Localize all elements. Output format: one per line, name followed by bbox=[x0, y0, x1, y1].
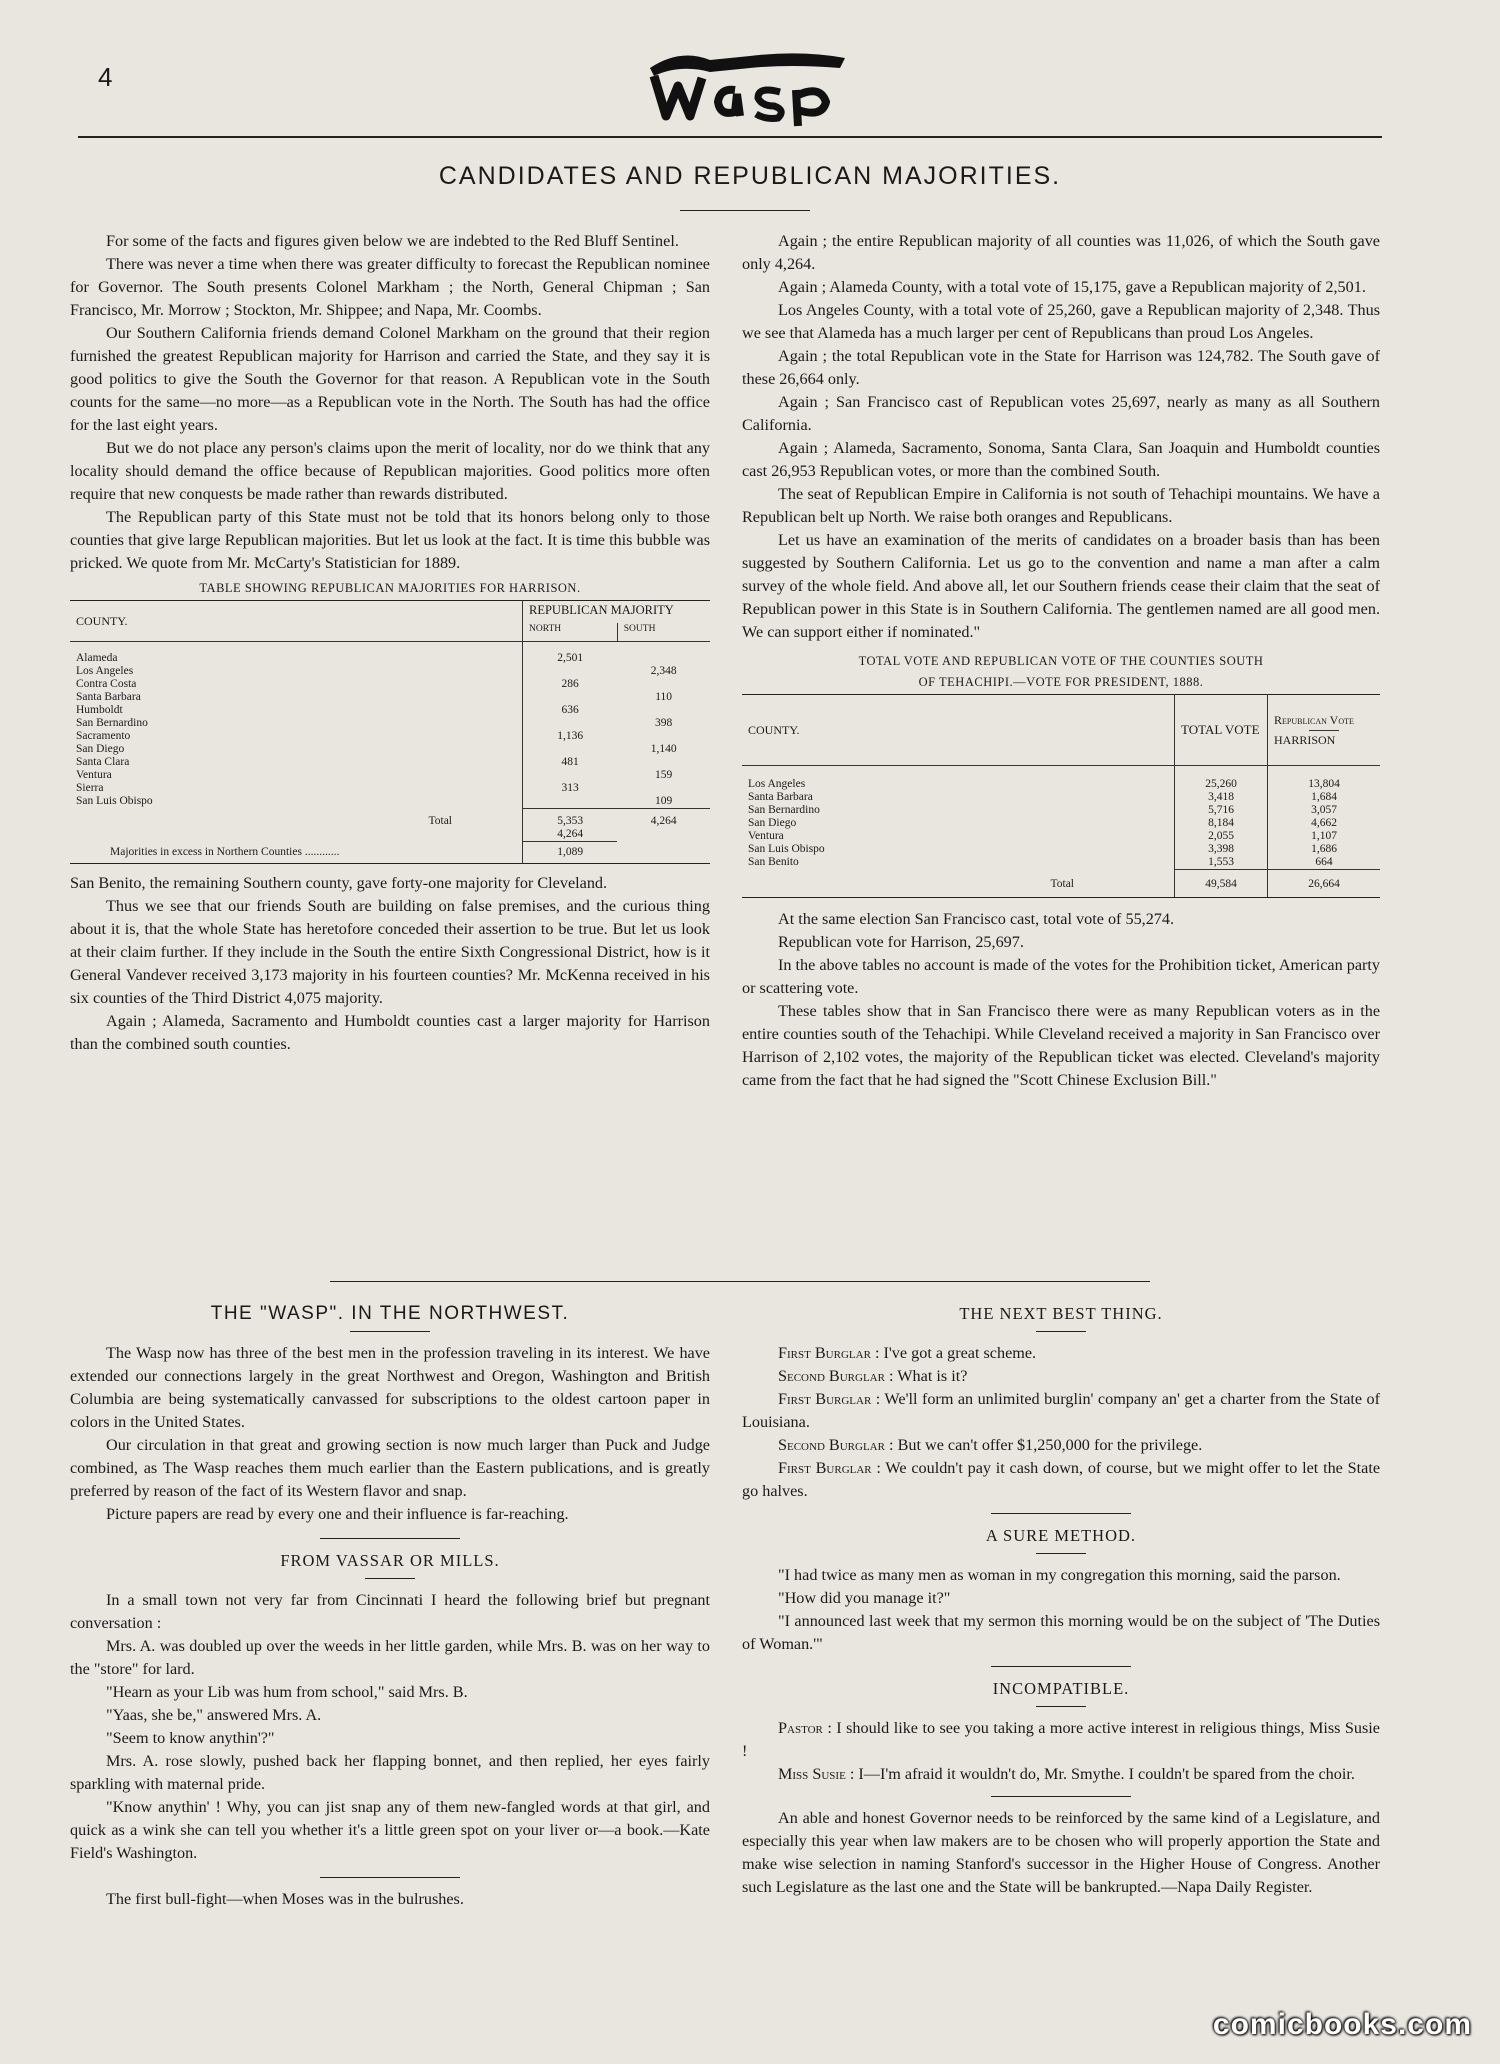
south-value bbox=[617, 642, 710, 666]
table-row bbox=[742, 817, 1380, 830]
table-row bbox=[70, 665, 710, 678]
north-value: 481 bbox=[523, 756, 618, 769]
dialog-line bbox=[742, 1365, 1380, 1388]
county-name: San Diego bbox=[76, 743, 125, 755]
vassar-headline: FROM VASSAR OR MILLS. bbox=[280, 1551, 500, 1570]
bullfight-joke: The first bull-fight—when Moses was in the bulrushes. bbox=[106, 1890, 464, 1908]
speaker-name: Second Burglar : bbox=[778, 1367, 894, 1385]
sure-method-headline: A SURE METHOD. bbox=[985, 1526, 1137, 1545]
article-paragraph: "Seem to know anythin'?" bbox=[106, 1729, 275, 1747]
article-column-right bbox=[742, 230, 1380, 1092]
page-number: 4 bbox=[98, 62, 113, 92]
article-paragraph: "Hearn as your Lib was hum from school," said Mrs. B. bbox=[106, 1683, 468, 1701]
table-row bbox=[70, 743, 710, 756]
table-row bbox=[70, 795, 710, 809]
lower-column-right bbox=[742, 1296, 1380, 1899]
article-paragraph: Again ; Alameda County, with a total vote of 15,175, gave a Republican majority of 2,501. bbox=[778, 278, 1366, 296]
county-name: San Luis Obispo bbox=[76, 795, 153, 807]
excess-value: 1,089 bbox=[523, 842, 618, 864]
nextbest-headline: THE NEXT BEST THING. bbox=[959, 1304, 1163, 1323]
north-value: 2,501 bbox=[523, 642, 618, 666]
col-header-majority: REPUBLICAN MAJORITY bbox=[523, 601, 711, 624]
south-value bbox=[617, 782, 710, 795]
governor-paragraph: An able and honest Governor needs to be reinforced by the same kind of a Legislature, and especially this year when law makers are to be chosen who will properly apportion the State and make wise selection in naming Stanford's successor in the Higher House of Congress. Another such Legislature as the last one and the State will be bankrupted.—Napa Daily Register. bbox=[742, 1809, 1380, 1896]
article-paragraph: These tables show that in San Francisco there were as many Republican voters as in the entire counties south of the Tehachipi. While Cleveland received a majority in San Francisco over Harrison of 2,102 votes, the majority of the Republican ticket was elected. Cleveland's majority came from the fact that he had signed the "Scott Chinese Exclusion Bill." bbox=[742, 1001, 1380, 1089]
county-name: Los Angeles bbox=[748, 778, 806, 790]
county-name: Sierra bbox=[76, 782, 104, 794]
article-paragraph: Our circulation in that great and growing section is now much larger than Puck and Judge combined, as The Wasp reaches them much earlier than the Eastern publications, and is greatly preferred by reason of the fact of its Western flavor and snap. bbox=[70, 1436, 710, 1500]
table-row bbox=[742, 843, 1380, 856]
county-name: San Bernardino bbox=[748, 804, 820, 816]
para-text: For some of the facts and figures given below we are indebted to the Red Bluff Sentinel. bbox=[106, 232, 679, 250]
table-row bbox=[70, 717, 710, 730]
article-paragraph: Again ; the entire Republican majority of all counties was 11,026, of which the South gave only 4,264. bbox=[742, 232, 1380, 273]
table-row bbox=[70, 691, 710, 704]
headline-rule bbox=[680, 210, 810, 211]
article-paragraph: Again ; Alameda, Sacramento, Sonoma, Santa Clara, San Joaquin and Humboldt counties cast 26,953 Republican votes, or more than the combined South. bbox=[742, 439, 1380, 480]
county-name: Sacramento bbox=[76, 730, 131, 742]
speaker-name: Miss Susie : bbox=[778, 1765, 855, 1783]
north-value bbox=[523, 691, 618, 704]
article-paragraph: But we do not place any person's claims upon the merit of locality, nor do we think that any locality should demand the office because of Republican majorities. Good politics more often require that new conquests be made rather than rewards distributed. bbox=[70, 439, 710, 503]
col-header-south: SOUTH bbox=[617, 623, 710, 641]
article-paragraph: Los Angeles County, with a total vote of 25,260, gave a Republican majority of 2,348. Thus we see that Alameda has a much larger per cent of Republicans than proud Los Angeles. bbox=[742, 301, 1380, 342]
dialog-line bbox=[742, 1457, 1380, 1503]
total-republican: 26,664 bbox=[1268, 870, 1381, 898]
article-paragraph: Our Southern California friends demand Colonel Markham on the ground that their region furnished the greatest Republican majority for Harrison and carried the State, and they say it is good politics to give the South the Governor for that reason. A Republican vote in the South counts for the same—no more—as a Republican vote in the North. The South has had the office for the last eight years. bbox=[70, 324, 710, 434]
dialog-line bbox=[742, 1342, 1380, 1365]
article-paragraph: Mrs. A. rose slowly, pushed back her flapping bonnet, and then replied, her eyes fairly sparkling with maternal pride. bbox=[70, 1752, 710, 1793]
table-row bbox=[70, 782, 710, 795]
south-value bbox=[617, 678, 710, 691]
speaker-name: First Burglar : bbox=[778, 1459, 881, 1477]
table-row bbox=[70, 704, 710, 717]
total-vote-value: 3,398 bbox=[1175, 843, 1268, 856]
speaker-name: First Burglar : bbox=[778, 1390, 881, 1408]
table-row bbox=[742, 791, 1380, 804]
article-paragraph: At the same election San Francisco cast, total vote of 55,274. bbox=[778, 909, 1175, 928]
total-south: 4,264 bbox=[617, 809, 710, 829]
total-north: 5,353 bbox=[523, 809, 618, 829]
majorities-table-body bbox=[70, 642, 710, 809]
article-paragraph: "How did you manage it?" bbox=[778, 1589, 951, 1607]
republican-vote-value: 13,804 bbox=[1268, 766, 1381, 792]
county-name: Humboldt bbox=[76, 704, 123, 716]
total-vote-value: 1,553 bbox=[1175, 856, 1268, 870]
article-paragraph: The Wasp now has three of the best men in the profession traveling in its interest. We have extended our connections largely in the great Northwest and Oregon, Washington and British Columbia are being systematically canvassed for subscriptions to the oldest cartoon paper in colors in the United States. bbox=[70, 1344, 710, 1431]
south-value bbox=[617, 704, 710, 717]
article-paragraph: In a small town not very far from Cincinnati I heard the following brief but pregnant conversation : bbox=[70, 1591, 710, 1632]
south-value: 398 bbox=[655, 717, 673, 729]
south-value: 110 bbox=[655, 691, 673, 703]
dialog-text: I've got a great scheme. bbox=[883, 1344, 1037, 1362]
south-value bbox=[617, 756, 710, 769]
table-row bbox=[70, 769, 710, 782]
col-header-republican: Republican Vote HARRISON bbox=[1268, 695, 1381, 766]
county-name: Ventura bbox=[76, 769, 112, 781]
subtracted-south: 4,264 bbox=[523, 828, 618, 842]
article-paragraph: San Benito, the remaining Southern county, gave forty-one majority for Cleveland. bbox=[70, 873, 608, 892]
total-label: Total bbox=[428, 814, 452, 827]
table-row bbox=[70, 642, 710, 666]
total-vote-value: 3,418 bbox=[1175, 791, 1268, 804]
article-paragraph: In the above tables no account is made of the votes for the Prohibition ticket, American party or scattering vote. bbox=[742, 955, 1380, 997]
county-name: Santa Clara bbox=[76, 756, 130, 768]
south-value: 1,140 bbox=[650, 743, 677, 755]
table-row bbox=[70, 756, 710, 769]
article-paragraph: The Republican party of this State must not be told that its honors belong only to those counties that give large Republican majorities. But let us look at the fact. It is time this bubble was pricked. We quote from Mr. McCarty's Statistician for 1889. bbox=[70, 508, 710, 572]
republican-vote-value: 3,057 bbox=[1268, 804, 1381, 817]
northwest-headline: THE "WASP". IN THE NORTHWEST. bbox=[210, 1303, 570, 1324]
south-value bbox=[617, 730, 710, 743]
north-value bbox=[523, 743, 618, 756]
south-value: 159 bbox=[655, 769, 673, 781]
total-vote-value: 8,184 bbox=[1175, 817, 1268, 830]
article-column-left bbox=[70, 230, 710, 1056]
col-header-county: COUNTY. bbox=[742, 695, 1175, 766]
north-value: 1,136 bbox=[523, 730, 618, 743]
county-name: Alameda bbox=[76, 652, 118, 664]
county-name: San Benito bbox=[748, 856, 799, 868]
table-row bbox=[742, 830, 1380, 843]
dialog-text: I—I'm afraid it wouldn't do, Mr. Smythe. I couldn't be spared from the choir. bbox=[858, 1765, 1355, 1783]
majorities-table bbox=[70, 600, 710, 864]
article-paragraph: Republican vote for Harrison, 25,697. bbox=[778, 932, 1024, 951]
county-name: San Bernardino bbox=[76, 717, 148, 729]
lower-column-left bbox=[70, 1296, 710, 1911]
total-vote-value: 5,716 bbox=[1175, 804, 1268, 817]
article-paragraph: "Yaas, she be," answered Mrs. A. bbox=[106, 1706, 322, 1724]
north-value bbox=[523, 795, 618, 809]
speaker-name: Pastor : bbox=[778, 1719, 832, 1737]
south-value: 2,348 bbox=[650, 665, 677, 677]
table1-caption: TABLE SHOWING REPUBLICAN MAJORITIES FOR HARRISON. bbox=[199, 581, 581, 595]
table2-caption-2: OF TEHACHIPI.—VOTE FOR PRESIDENT, 1888. bbox=[918, 675, 1204, 689]
dialog-line bbox=[742, 1434, 1380, 1457]
dialog-line bbox=[742, 1388, 1380, 1434]
dialog-line bbox=[742, 1717, 1380, 1763]
wasp-masthead-logo bbox=[640, 38, 860, 128]
north-value bbox=[523, 717, 618, 730]
article-paragraph: Mrs. A. was doubled up over the weeds in her little garden, while Mrs. B. was on her way to the "store" for lard. bbox=[70, 1637, 710, 1678]
total-vote-table-body bbox=[742, 766, 1380, 870]
article-paragraph bbox=[70, 230, 710, 253]
county-name: San Luis Obispo bbox=[748, 843, 825, 855]
dialog-text: I should like to see you taking a more active interest in religious things, Miss Susie ! bbox=[742, 1719, 1380, 1760]
dialog-text: What is it? bbox=[897, 1367, 968, 1385]
excess-label: Majorities in excess in Northern Counties ............ bbox=[110, 845, 340, 858]
article-paragraph: There was never a time when there was greater difficulty to forecast the Republican nominee for Governor. The South presents Colonel Markham ; the North, General Chipman ; San Francisco, Mr. Morrow ; Stockton, Mr. Shippee; and Napa, Mr. Coombs. bbox=[70, 255, 710, 319]
table-row bbox=[742, 804, 1380, 817]
republican-vote-value: 4,662 bbox=[1268, 817, 1381, 830]
header-rule bbox=[78, 136, 1382, 138]
republican-vote-value: 664 bbox=[1268, 856, 1381, 870]
article-paragraph: "I announced last week that my sermon this morning would be on the subject of 'The Duties of Woman.'" bbox=[742, 1612, 1380, 1653]
north-value bbox=[523, 665, 618, 678]
article-paragraph: Again ; Alameda, Sacramento and Humboldt counties cast a larger majority for Harrison than the combined south counties. bbox=[70, 1011, 710, 1053]
table-row bbox=[742, 856, 1380, 870]
republican-vote-value: 1,684 bbox=[1268, 791, 1381, 804]
table2-caption-1: TOTAL VOTE AND REPUBLICAN VOTE OF THE COUNTIES SOUTH bbox=[858, 654, 1264, 668]
total-vote-value: 2,055 bbox=[1175, 830, 1268, 843]
main-headline: CANDIDATES AND REPUBLICAN MAJORITIES. bbox=[438, 162, 1062, 190]
col-header-county: COUNTY. bbox=[70, 601, 523, 642]
table-row bbox=[70, 678, 710, 691]
county-name: Los Angeles bbox=[76, 665, 134, 677]
incompatible-headline: INCOMPATIBLE. bbox=[992, 1679, 1130, 1698]
county-name: San Diego bbox=[748, 817, 797, 829]
col-header-total-vote: TOTAL VOTE bbox=[1175, 695, 1268, 766]
republican-vote-value: 1,107 bbox=[1268, 830, 1381, 843]
republican-vote-value: 1,686 bbox=[1268, 843, 1381, 856]
article-paragraph: Let us have an examination of the merits of candidates on a broader basis than has been suggested by Southern California. Let us go to the convention and name a man after a calm survey of the whole field. And above all, let our Southern friends cease their claim that the seat of Republican power in this State is in Southern California. The gentlemen named are all good men. We can support either if nominated." bbox=[742, 531, 1380, 641]
article-paragraph: Thus we see that our friends South are building on false premises, and the curious thing about it is, that the whole State has heretofore conceded their assertion to be true. But let us look at their claim further. If they include in the South the entire Sixth Congressional District, how is it General Vandever received 3,173 majority in his fourteen counties? Mr. McKenna received in his six counties of the Third District 4,075 majority. bbox=[70, 896, 710, 1007]
col-header-north: NORTH bbox=[523, 623, 618, 641]
total-label: Total bbox=[742, 870, 1175, 898]
article-paragraph: Picture papers are read by every one and their influence is far-reaching. bbox=[106, 1505, 569, 1523]
dialog-text: We couldn't pay it cash down, of course, but we might offer to let the State go halves. bbox=[742, 1459, 1381, 1500]
nextbest-dialog bbox=[742, 1342, 1380, 1503]
county-name: Santa Barbara bbox=[748, 791, 813, 803]
incompatible-dialog bbox=[742, 1717, 1380, 1786]
dialog-line bbox=[742, 1763, 1380, 1786]
dialog-text: We'll form an unlimited burglin' company an' get a charter from the State of Louisiana. bbox=[742, 1390, 1381, 1431]
watermark: comicbooks.com bbox=[1212, 2008, 1472, 2041]
section-divider bbox=[330, 1281, 1150, 1282]
table-row bbox=[742, 766, 1380, 792]
article-paragraph: Again ; San Francisco cast of Republican votes 25,697, nearly as many as all Southern California. bbox=[742, 393, 1380, 434]
county-name: Santa Barbara bbox=[76, 691, 141, 703]
total-vote-total: 49,584 bbox=[1175, 870, 1268, 898]
table-row bbox=[70, 730, 710, 743]
south-value: 109 bbox=[655, 795, 673, 807]
speaker-name: First Burglar : bbox=[778, 1344, 880, 1362]
dialog-text: But we can't offer $1,250,000 for the privilege. bbox=[897, 1436, 1203, 1454]
north-value: 286 bbox=[523, 678, 618, 691]
north-value bbox=[523, 769, 618, 782]
speaker-name: Second Burglar : bbox=[778, 1436, 894, 1454]
county-name: Ventura bbox=[748, 830, 784, 842]
article-paragraph: The seat of Republican Empire in California is not south of Tehachipi mountains. We have a Republican belt up North. We raise both oranges and Republicans. bbox=[742, 485, 1380, 526]
county-name: Contra Costa bbox=[76, 678, 137, 690]
total-vote-table bbox=[742, 694, 1380, 898]
article-paragraph: "Know anythin' ! Why, you can jist snap any of them new-fangled words at that girl, and quick as a wink she can tell you whether it's a little green spot on your liver or—a book.—Kate Field's Washington. bbox=[70, 1798, 710, 1862]
north-value: 313 bbox=[523, 782, 618, 795]
total-vote-value: 25,260 bbox=[1175, 766, 1268, 792]
article-paragraph: "I had twice as many men as woman in my congregation this morning, said the parson. bbox=[778, 1566, 1341, 1584]
north-value: 636 bbox=[523, 704, 618, 717]
article-paragraph: Again ; the total Republican vote in the State for Harrison was 124,782. The South gave of these 26,664 only. bbox=[742, 347, 1380, 388]
